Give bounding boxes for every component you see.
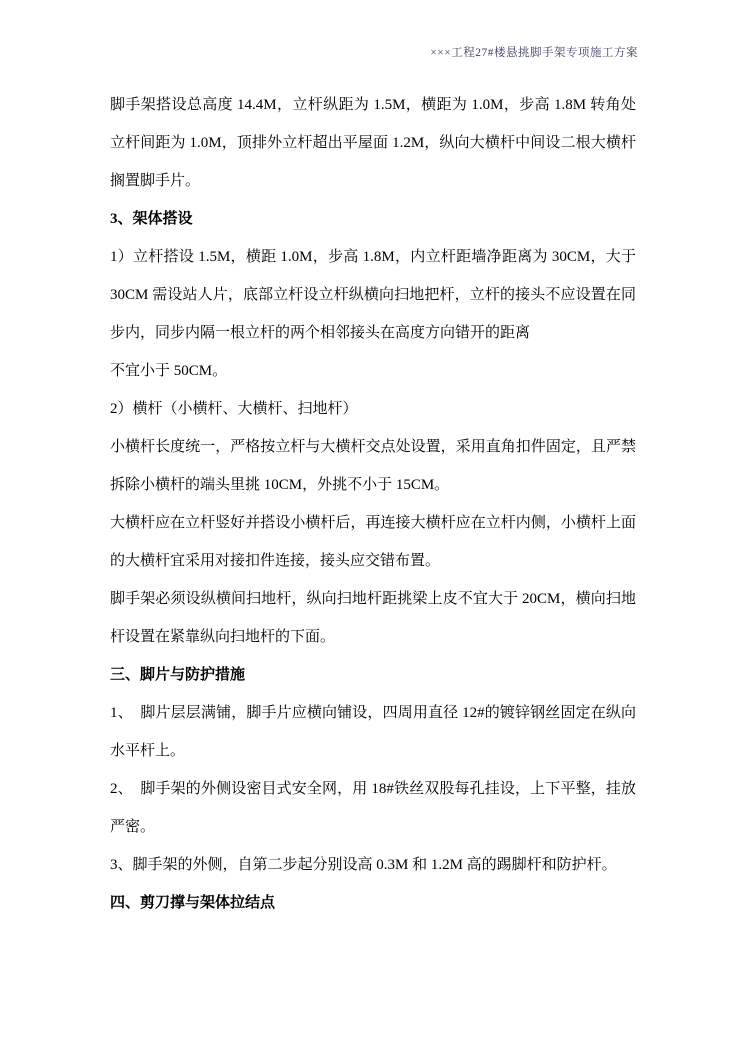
heading-deck-protection: 三、脚片与防护措施 [110, 667, 246, 683]
paragraph-upright-erection: 1）立杆搭设 1.5M，横距 1.0M，步高 1.8M，内立杆距墙净距离为 30CM，大于 30CM 需设站人片，底部立杆设立杆纵横向扫地把杆，立杆的接头不应设置在同步内，同步内隔一根立杆的两个相邻接头在高度方向错开的距离 [110, 249, 636, 341]
document-body [110, 86, 636, 922]
paragraph-small-crossbar: 小横杆长度统一，严格按立杆与大横杆交点处设置，采用直角扣件固定，且严禁拆除小横杆的端头里挑 10CM，外挑不小于 15CM。 [110, 439, 636, 493]
paragraph-crossbar-intro: 2）横杆（小横杆、大横杆、扫地杆） [110, 401, 358, 417]
page-header-title: ×××工程27#楼悬挑脚手架专项施工方案 [430, 47, 638, 59]
heading-frame-erection: 3、架体搭设 [110, 211, 193, 227]
paragraph-safety-net: 2、 脚手架的外侧设密目式安全网，用 18#铁丝双股每孔挂设，上下平整，挂放严密。 [110, 781, 636, 835]
paragraph-toe-guard: 3、脚手架的外侧，自第二步起分别设高 0.3M 和 1.2M 高的踢脚杆和防护杆。 [110, 857, 617, 873]
paragraph-deck-laying: 1、 脚片层层满铺，脚手片应横向铺设，四周用直径 12#的镀锌钢丝固定在纵向水平杆上。 [110, 705, 636, 759]
paragraph-scaffold-overview: 脚手架搭设总高度 14.4M，立杆纵距为 1.5M，横距为 1.0M，步高 1.8M 转角处立杆间距为 1.0M，顶排外立杆超出平屋面 1.2M，纵向大横杆中间设二根大横杆搁置脚手片。 [110, 97, 636, 189]
paragraph-large-crossbar: 大横杆应在立杆竖好并搭设小横杆后，再连接大横杆应在立杆内侧，小横杆上面的大横杆宜采用对接扣件连接，接头应交错布置。 [110, 515, 636, 569]
paragraph-sweeping-rod: 脚手架必须设纵横间扫地杆，纵向扫地杆距挑梁上皮不宜大于 20CM，横向扫地杆设置在紧靠纵向扫地杆的下面。 [110, 591, 636, 645]
paragraph-min-distance: 不宜小于 50CM。 [110, 363, 228, 379]
heading-bracing-ties: 四、剪刀撑与架体拉结点 [110, 895, 276, 911]
